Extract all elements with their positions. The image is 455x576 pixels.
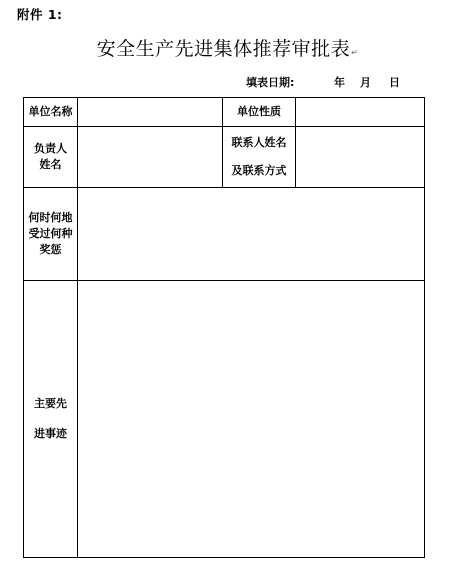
unit-name-field[interactable] xyxy=(78,98,222,126)
fill-date-month: 月 xyxy=(360,76,371,89)
leader-name-label-line1: 负责人 xyxy=(34,142,67,155)
fill-date xyxy=(246,74,400,90)
contact-name-label: 联系人姓名 xyxy=(231,136,287,149)
awards-label-line3: 奖惩 xyxy=(39,243,62,256)
page-title xyxy=(0,34,455,61)
fill-date-label: 填表日期: xyxy=(246,76,295,89)
awards-field[interactable] xyxy=(78,188,424,280)
page-title-text: 安全生产先进集体推荐审批表 xyxy=(96,38,351,60)
paragraph-mark-icon: ↵ xyxy=(351,48,359,57)
main-deeds-label-line2: 进事迹 xyxy=(34,427,67,440)
contact-method-label: 及联系方式 xyxy=(231,164,287,177)
leader-name-label-line2: 姓名 xyxy=(39,158,62,171)
awards-label-line1: 何时何地 xyxy=(28,211,73,224)
main-deeds-field[interactable] xyxy=(78,281,424,557)
contact-info-label xyxy=(223,127,295,187)
main-deeds-label-line1: 主要先 xyxy=(34,397,67,410)
main-deeds-label xyxy=(24,281,77,557)
awards-label xyxy=(24,188,77,280)
unit-nature-field[interactable] xyxy=(296,98,424,126)
annex-label: 附件 1: xyxy=(17,7,63,22)
fill-date-day: 日 xyxy=(389,76,400,89)
leader-name-field[interactable] xyxy=(78,127,222,187)
unit-name-label: 单位名称 xyxy=(28,105,73,118)
contact-info-field[interactable] xyxy=(296,127,424,187)
leader-name-label xyxy=(24,127,77,187)
approval-form-table xyxy=(23,97,425,558)
fill-date-year: 年 xyxy=(334,76,345,89)
awards-label-line2: 受过何种 xyxy=(28,227,73,240)
unit-nature-label: 单位性质 xyxy=(237,105,281,118)
